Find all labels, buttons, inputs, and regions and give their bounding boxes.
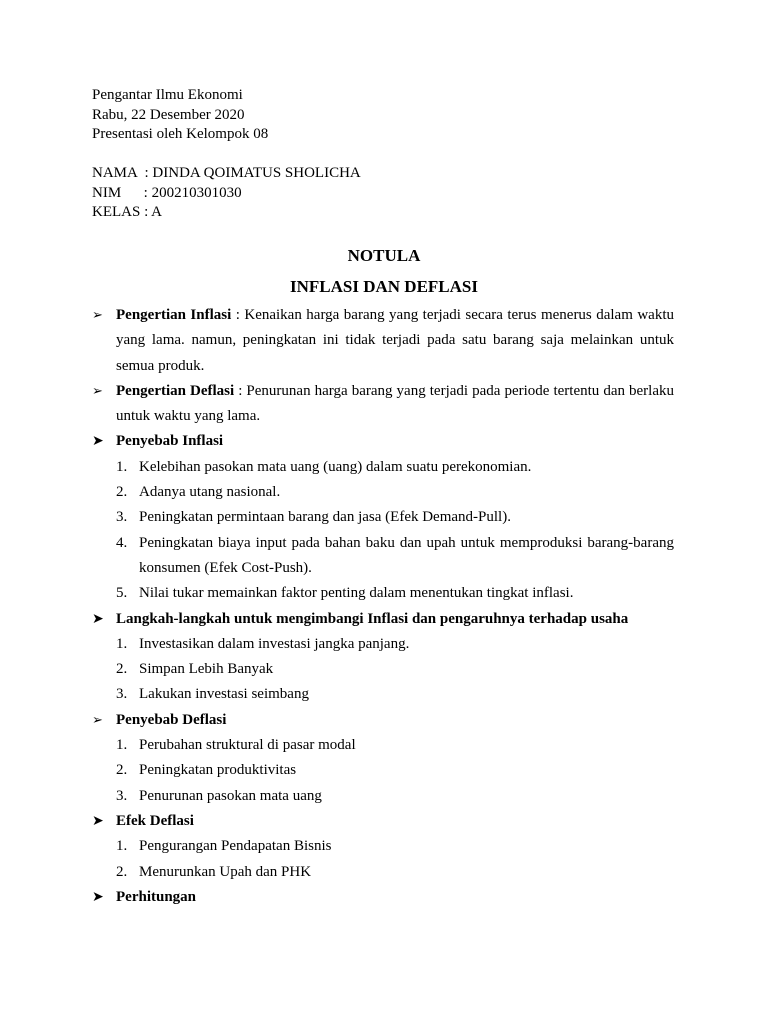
item-number: 1. — [116, 635, 128, 652]
section-heading: Penyebab Inflasi — [116, 433, 224, 450]
list-item — [92, 682, 674, 707]
item-text: Adanya utang nasional. — [139, 484, 281, 501]
presenter-group: Presentasi oleh Kelompok 08 — [92, 126, 269, 142]
student-name: NAMA : DINDA QOIMATUS SHOLICHA — [92, 165, 361, 181]
definition-text: : Penurunan harga barang yang terjadi pada periode tertentu dan berlaku untuk waktu yang lama. — [116, 382, 675, 425]
item-text: Lakukan investasi seimbang — [139, 686, 309, 703]
list-item — [92, 834, 674, 859]
term-label: Pengertian Deflasi — [116, 382, 235, 399]
section-heading: Efek Deflasi — [116, 812, 194, 829]
item-number: 3. — [116, 787, 128, 804]
list-item — [92, 733, 674, 758]
bullet-langkah — [92, 607, 674, 632]
bullet-pengertian-inflasi — [92, 303, 674, 379]
item-number: 2. — [116, 661, 128, 678]
item-text: Pengurangan Pendapatan Bisnis — [139, 838, 332, 855]
arrowhead-outline-icon: ➢ — [92, 712, 103, 728]
list-item — [92, 784, 674, 809]
bullet-penyebab-deflasi — [92, 708, 674, 733]
arrowhead-solid-icon: ➤ — [92, 610, 104, 627]
item-number: 3. — [116, 686, 128, 703]
list-item — [92, 581, 674, 606]
bullet-efek-deflasi — [92, 809, 674, 834]
list-item — [92, 455, 674, 480]
bullet-penyebab-inflasi — [92, 429, 674, 454]
item-text: Nilai tukar memainkan faktor penting dalam menentukan tingkat inflasi. — [139, 585, 574, 602]
item-number: 2. — [116, 863, 128, 880]
item-number: 4. — [116, 534, 128, 551]
student-nim: NIM : 200210301030 — [92, 184, 242, 201]
document-body — [92, 303, 674, 910]
bullet-pengertian-deflasi — [92, 379, 674, 430]
list-item — [92, 657, 674, 682]
list-item — [92, 860, 674, 885]
item-number: 1. — [116, 838, 128, 855]
item-number: 2. — [116, 762, 128, 779]
item-text: Penurunan pasokan mata uang — [139, 787, 322, 804]
section-heading: Penyebab Deflasi — [116, 711, 227, 728]
presentation-date: Rabu, 22 Desember 2020 — [92, 106, 245, 123]
list-item — [92, 480, 674, 505]
arrowhead-solid-icon: ➤ — [92, 888, 104, 905]
list-item — [92, 632, 674, 657]
term-label: Pengertian Inflasi — [116, 307, 232, 323]
arrowhead-outline-icon: ➢ — [92, 308, 103, 323]
document-header — [92, 86, 361, 223]
arrowhead-solid-icon: ➤ — [92, 433, 104, 450]
document-title: NOTULA — [347, 246, 421, 265]
item-text: Investasikan dalam investasi jangka panjang. — [139, 635, 410, 652]
student-class: KELAS : A — [92, 204, 163, 220]
item-text: Peningkatan biaya input pada bahan baku dan upah untuk memproduksi barang-barang konsumen (Efek Cost-Push). — [139, 534, 674, 576]
item-number: 3. — [116, 509, 128, 526]
item-number: 2. — [116, 484, 128, 501]
course-name: Pengantar Ilmu Ekonomi — [92, 87, 243, 103]
item-text: Menurunkan Upah dan PHK — [139, 863, 312, 880]
list-item — [92, 758, 674, 783]
item-number: 5. — [116, 585, 128, 602]
item-text: Kelebihan pasokan mata uang (uang) dalam suatu perekonomian. — [139, 458, 532, 475]
item-number: 1. — [116, 737, 128, 754]
document-subtitle: INFLASI DAN DEFLASI — [290, 277, 478, 296]
section-heading: Perhitungan — [116, 888, 197, 905]
definition-text: : Kenaikan harga barang yang terjadi secara terus menerus dalam waktu yang lama. namun, peningkatan ini tidak terjadi pada satu barang saja melainkan untuk semua produk. — [116, 307, 674, 374]
item-text: Peningkatan permintaan barang dan jasa (Efek Demand-Pull). — [139, 509, 511, 526]
bullet-perhitungan — [92, 885, 674, 910]
arrowhead-outline-icon: ➢ — [92, 383, 103, 399]
item-text: Peningkatan produktivitas — [139, 762, 297, 779]
arrowhead-solid-icon: ➤ — [92, 812, 104, 829]
item-number: 1. — [116, 458, 128, 475]
section-heading: Langkah-langkah untuk mengimbangi Inflasi dan pengaruhnya terhadap usaha — [116, 610, 629, 627]
item-text: Perubahan struktural di pasar modal — [139, 737, 356, 754]
list-item — [92, 505, 674, 530]
item-text: Simpan Lebih Banyak — [139, 661, 274, 678]
list-item — [92, 531, 674, 582]
